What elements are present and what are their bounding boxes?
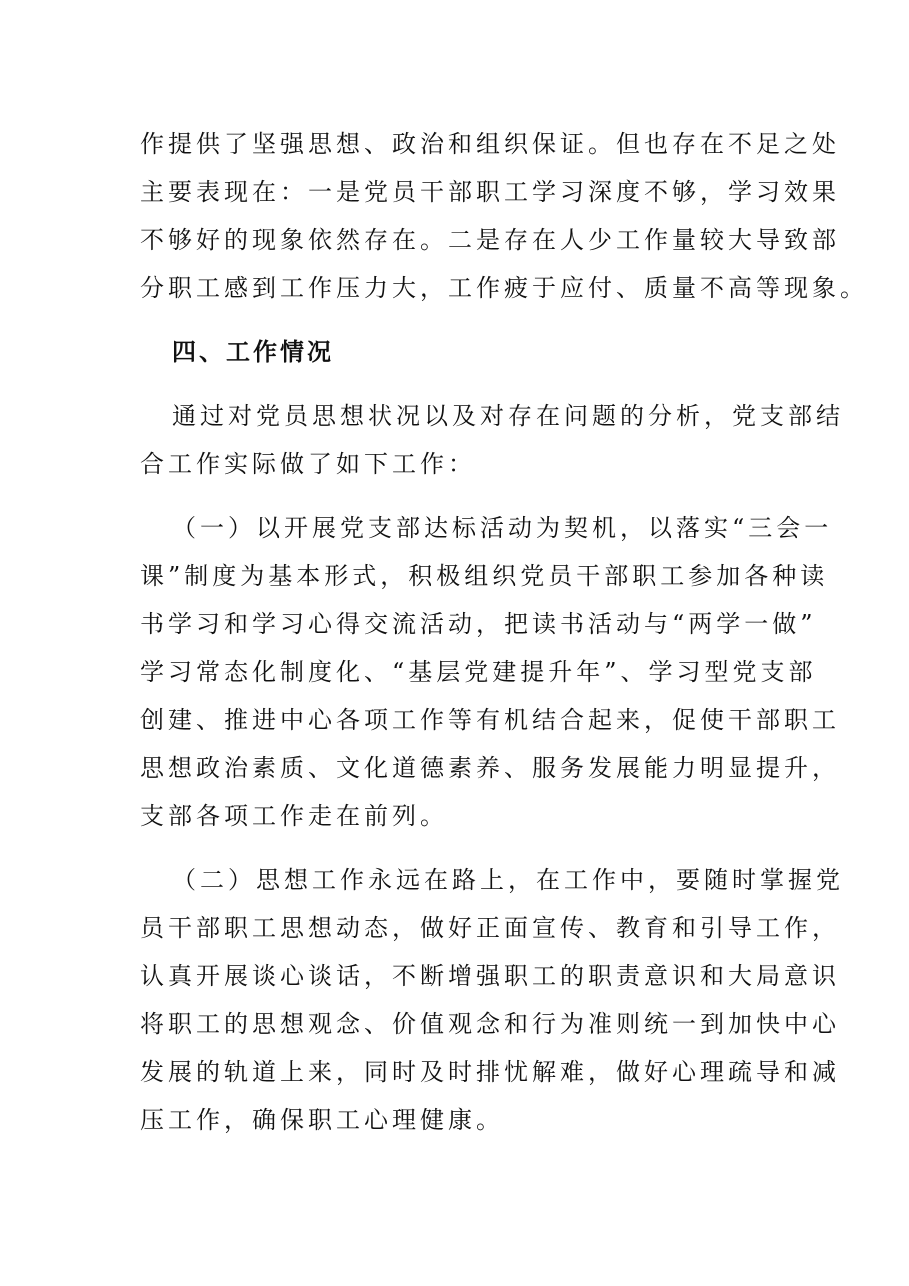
paragraph-line: 作提供了坚强思想、政治和组织保证。但也存在不足之处 (140, 130, 840, 158)
spacer (140, 840, 780, 856)
paragraph-line: 将职工的思想观念、价值观念和行为准则统一到加快中心 (140, 1010, 840, 1038)
paragraph-line: 通过对党员思想状况以及对存在问题的分析，党支部结 (172, 402, 844, 430)
spacer (140, 488, 780, 504)
paragraph-line: 合工作实际做了如下工作： (140, 450, 476, 478)
paragraph-line: 思想政治素质、文化道德素养、服务发展能力明显提升， (140, 754, 840, 782)
paragraph-continuation (140, 120, 868, 312)
section-heading: 四、工作情况 (172, 337, 334, 366)
spacer (140, 376, 780, 392)
paragraph-line: 学习常态化制度化、“基层党建提升年”、学习型党支部 (140, 658, 817, 686)
paragraph-line: 书学习和学习心得交流活动，把读书活动与“两学一做” (140, 610, 817, 638)
paragraph-line: 压工作，确保职工心理健康。 (140, 1106, 504, 1134)
paragraph-line: 员干部职工思想动态，做好正面宣传、教育和引导工作， (140, 914, 840, 942)
paragraph-line: 分职工感到工作压力大，工作疲于应付、质量不高等现象。 (140, 274, 868, 302)
paragraph-line: 主要表现在：一是党员干部职工学习深度不够，学习效果 (140, 178, 840, 206)
paragraph-line: 支部各项工作走在前列。 (140, 802, 448, 830)
paragraph-item-two (140, 856, 844, 1144)
document-body (140, 120, 868, 1144)
paragraph-line: 课”制度为基本形式，积极组织党员干部职工参加各种读 (140, 562, 829, 590)
paragraph-item-one (140, 504, 840, 840)
paragraph-line: 认真开展谈心谈话，不断增强职工的职责意识和大局意识 (140, 962, 840, 990)
paragraph-line: 发展的轨道上来，同时及时排忧解难，做好心理疏导和减 (140, 1058, 840, 1086)
spacer (140, 312, 780, 328)
paragraph-line: 不够好的现象依然存在。二是存在人少工作量较大导致部 (140, 226, 840, 254)
paragraph-intro (140, 392, 844, 488)
paragraph-line: （二）思想工作永远在路上，在工作中，要随时掌握党 (172, 866, 844, 894)
paragraph-line: （一）以开展党支部达标活动为契机，以落实“三会一 (172, 514, 833, 542)
paragraph-line: 创建、推进中心各项工作等有机结合起来，促使干部职工 (140, 706, 840, 734)
